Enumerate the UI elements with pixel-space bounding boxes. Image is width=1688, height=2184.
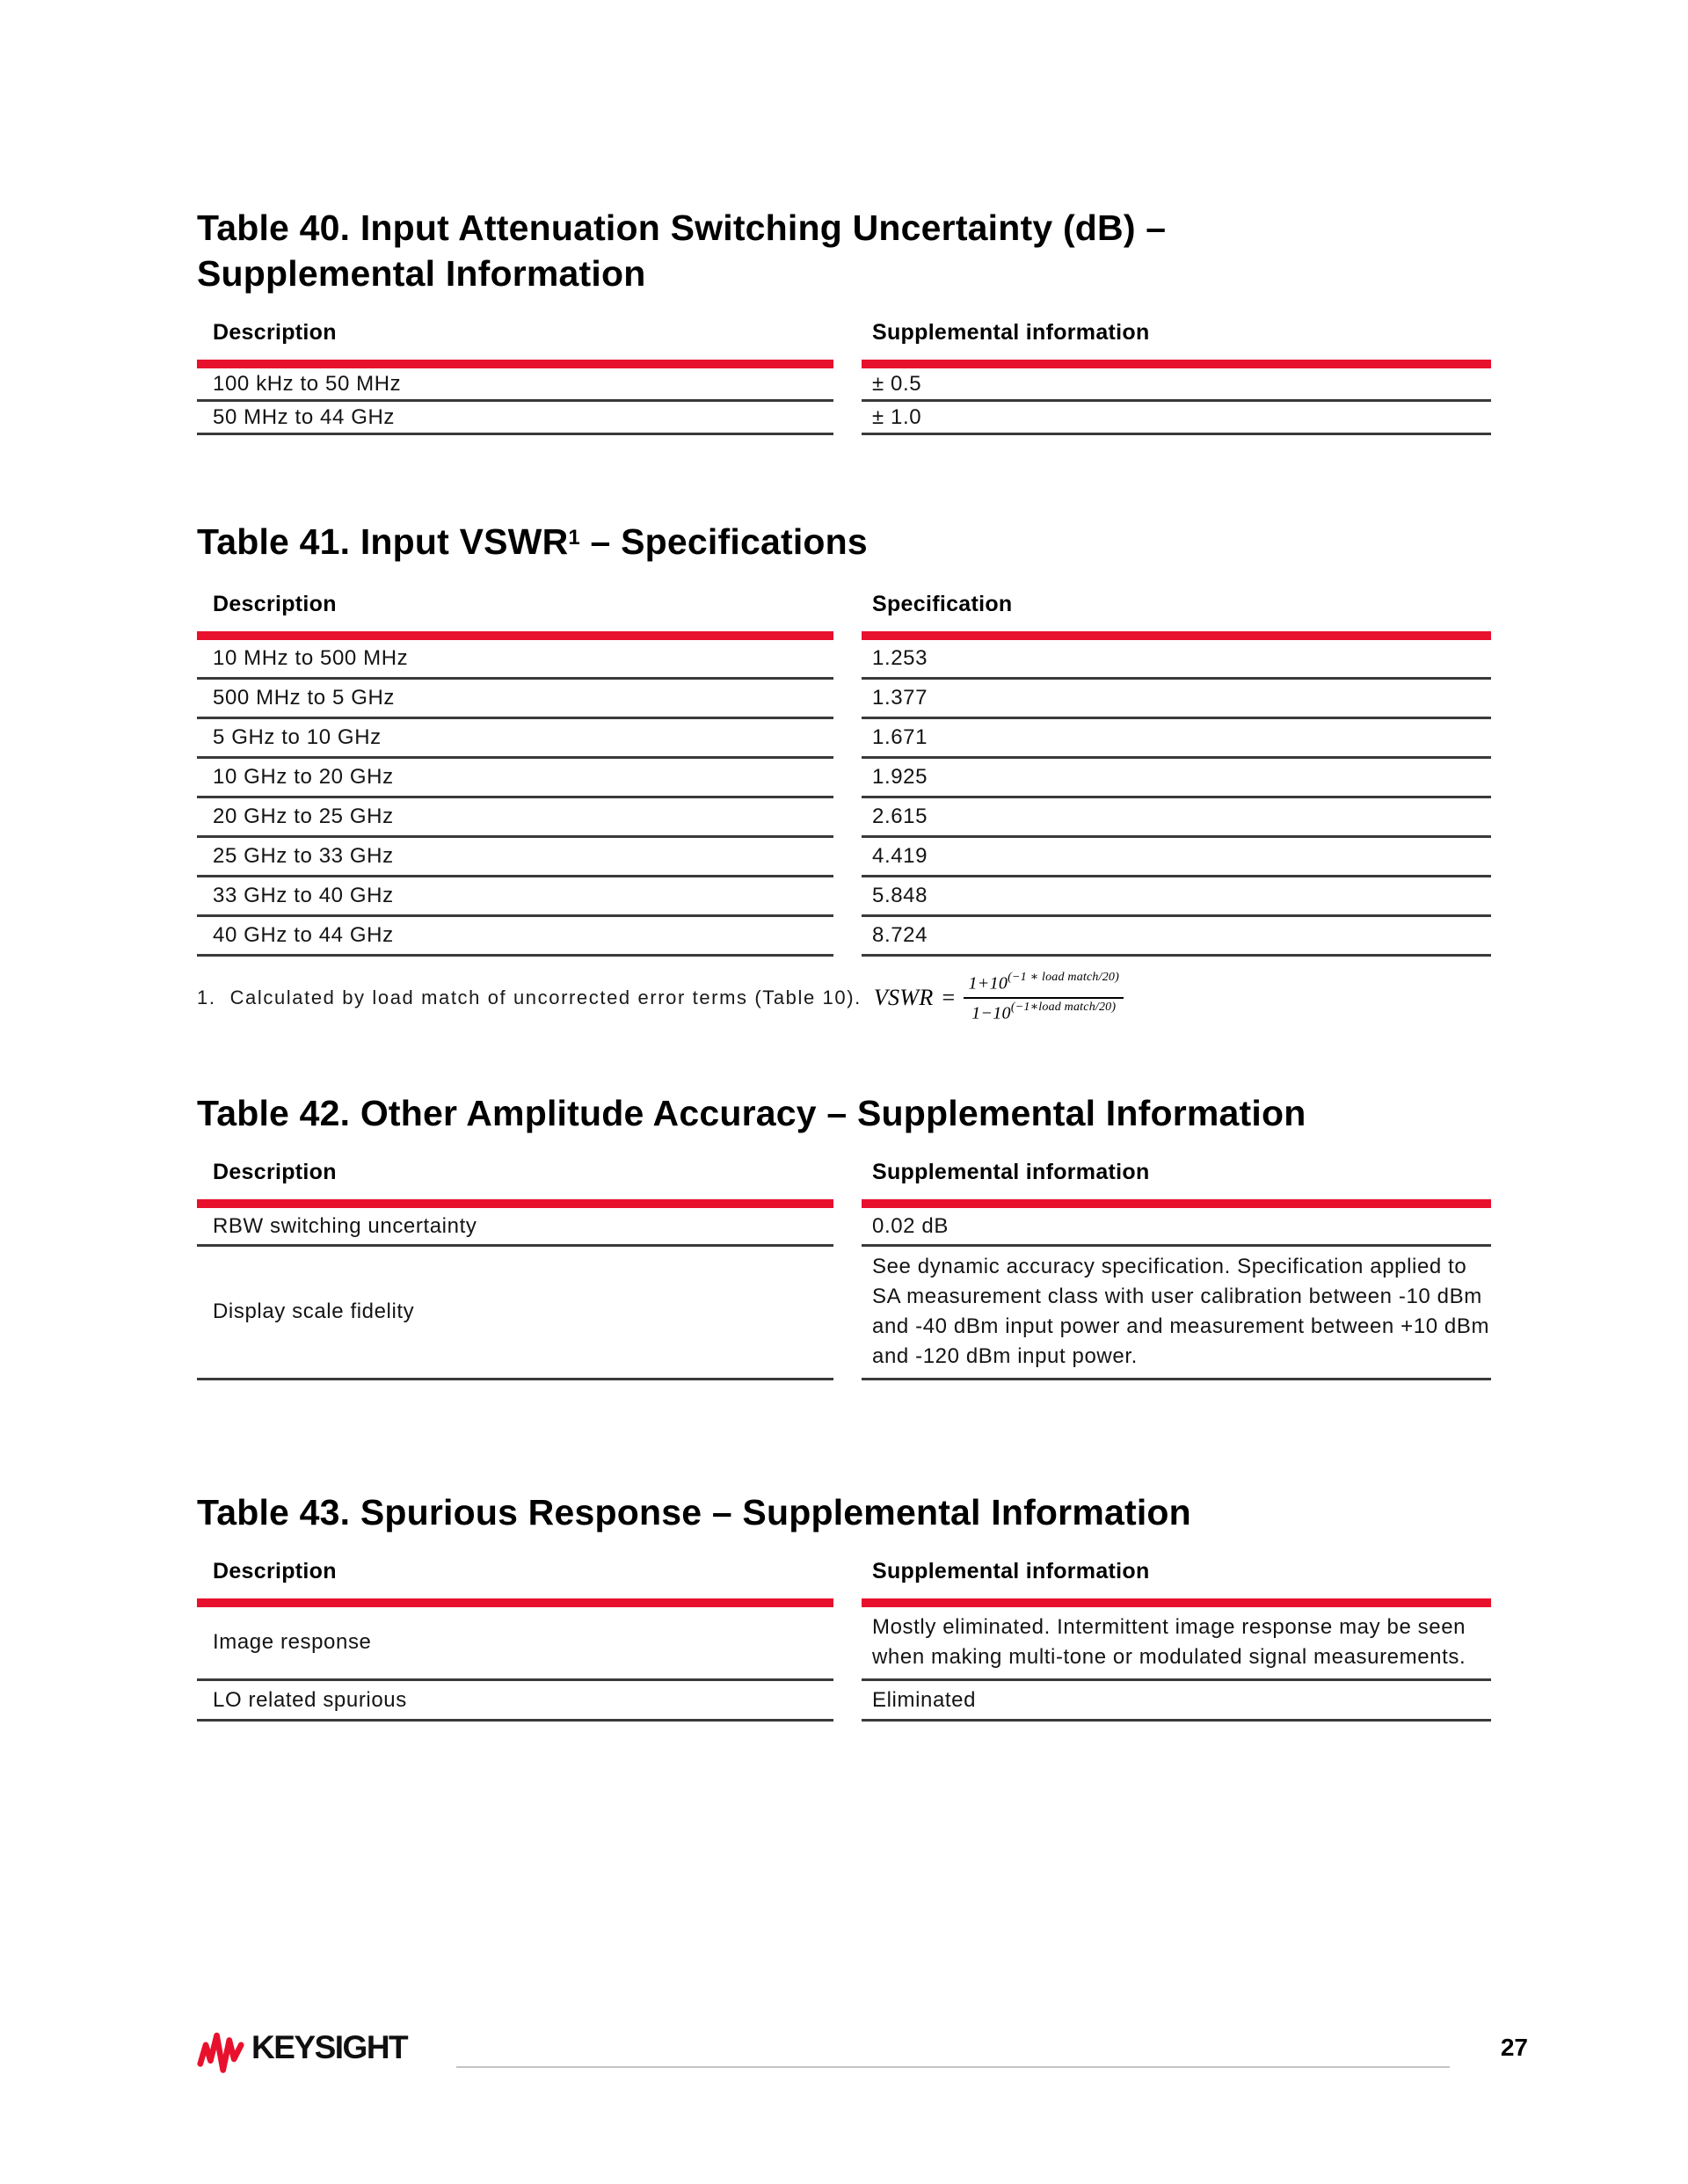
cell-value: See dynamic accuracy specification. Specification applied to SA measurement class with user calibration between -10 dBm and -40 dBm input power and measurement between +10 dBm and -120 dBm input power. (862, 1247, 1491, 1380)
footer-divider (456, 2066, 1450, 2068)
table-40-header-row (197, 319, 1491, 360)
denominator-base: 1−10 (971, 1003, 1011, 1023)
cell-description: 10 MHz to 500 MHz (197, 640, 833, 680)
fraction-denominator (971, 999, 1116, 1024)
table-43-section (197, 1489, 1491, 1722)
cell-description: 20 GHz to 25 GHz (197, 798, 833, 838)
cell-description: Display scale fidelity (197, 1247, 833, 1380)
cell-description: LO related spurious (197, 1681, 833, 1722)
table-42-accent-bar (197, 1199, 1491, 1208)
formula-fraction (964, 972, 1123, 1023)
table-41-header-row (197, 591, 1491, 631)
table-row (197, 1247, 1491, 1380)
accent-bar-segment (862, 1199, 1491, 1208)
table-41-accent-bar (197, 631, 1491, 640)
column-header-description: Description (213, 1160, 337, 1184)
cell-value: 1.377 (862, 680, 1491, 719)
table-43-title: Table 43. Spurious Response – Supplemental Information (197, 1492, 1191, 1532)
table-41-title-prefix: Table 41. Input VSWR (197, 521, 569, 562)
vswr-formula (874, 972, 1124, 1023)
denominator-exponent: (−1∗load match/20) (1010, 1001, 1117, 1014)
numerator-exponent: (−1 ∗ load match/20) (1008, 971, 1119, 985)
keysight-wordmark: KEYSIGHT (251, 2029, 408, 2065)
accent-bar-segment (197, 1199, 833, 1208)
cell-description: 10 GHz to 20 GHz (197, 759, 833, 798)
table-41-section (197, 519, 1491, 957)
cell-description: 5 GHz to 10 GHz (197, 719, 833, 759)
table-40-title-line1: Table 40. Input Attenuation Switching Uncertainty (dB) – (197, 207, 1167, 248)
accent-bar-segment (862, 1598, 1491, 1607)
table-40-title (197, 205, 1491, 296)
cell-description: 40 GHz to 44 GHz (197, 917, 833, 957)
column-header-supplemental: Supplemental information (872, 1559, 1150, 1583)
cell-value: ± 1.0 (862, 402, 1491, 435)
table-42-title: Table 42. Other Amplitude Accuracy – Supplemental Information (197, 1093, 1306, 1133)
accent-bar-segment (197, 1598, 833, 1607)
accent-bar-segment (197, 631, 833, 640)
cell-value: 0.02 dB (862, 1208, 1491, 1247)
cell-value: 8.724 (862, 917, 1491, 957)
footnote-number: 1. (197, 986, 216, 1008)
column-header-supplemental: Supplemental information (872, 1160, 1150, 1184)
formula-equals: = (942, 985, 956, 1010)
table-41-title (197, 519, 1491, 564)
cell-value: 4.419 (862, 838, 1491, 877)
cell-description: 100 kHz to 50 MHz (197, 368, 833, 402)
table-row (197, 1607, 1491, 1681)
table-row (197, 1681, 1491, 1722)
cell-description: 25 GHz to 33 GHz (197, 838, 833, 877)
cell-value: ± 0.5 (862, 368, 1491, 402)
cell-value: 1.925 (862, 759, 1491, 798)
table-row (197, 1208, 1491, 1247)
cell-description: RBW switching uncertainty (197, 1208, 833, 1247)
keysight-logo (197, 2027, 407, 2073)
footnote-text: Calculated by load match of uncorrected error terms (Table 10). (229, 986, 862, 1008)
table-40 (197, 319, 1491, 435)
table-row (197, 759, 1491, 798)
fraction-numerator (964, 972, 1123, 999)
footnote-1 (197, 961, 1491, 1035)
cell-value: 5.848 (862, 877, 1491, 917)
table-41-title-suffix: – Specifications (579, 521, 868, 562)
cell-description: 500 MHz to 5 GHz (197, 680, 833, 719)
cell-value: Mostly eliminated. Intermittent image response may be seen when making multi-tone or modulated signal measurements. (862, 1607, 1491, 1681)
column-header-specification: Specification (872, 592, 1013, 616)
table-42-section (197, 1090, 1491, 1380)
page-number: 27 (1500, 2034, 1528, 2061)
cell-value: 1.671 (862, 719, 1491, 759)
table-row (197, 640, 1491, 680)
accent-bar-segment (197, 360, 833, 368)
column-header-description: Description (213, 320, 337, 345)
accent-bar-segment (862, 631, 1491, 640)
table-row (197, 402, 1491, 435)
column-header-supplemental: Supplemental information (872, 320, 1150, 345)
table-41-title-footnote-ref: 1 (568, 526, 580, 550)
table-row (197, 838, 1491, 877)
table-42-header-row (197, 1159, 1491, 1199)
table-row (197, 917, 1491, 957)
column-header-description: Description (213, 592, 337, 616)
table-41 (197, 591, 1491, 957)
page-footer (197, 2027, 1528, 2084)
accent-bar-segment (862, 360, 1491, 368)
table-40-accent-bar (197, 360, 1491, 368)
table-40-title-line2: Supplemental Information (197, 253, 646, 294)
cell-value: 2.615 (862, 798, 1491, 838)
cell-description: 50 MHz to 44 GHz (197, 402, 833, 435)
table-42 (197, 1159, 1491, 1380)
keysight-spark-icon (197, 2029, 244, 2073)
table-row (197, 877, 1491, 917)
table-row (197, 368, 1491, 402)
cell-description: 33 GHz to 40 GHz (197, 877, 833, 917)
numerator-base: 1+10 (968, 974, 1008, 994)
table-43-header-row (197, 1558, 1491, 1598)
cell-description: Image response (197, 1607, 833, 1681)
table-row (197, 680, 1491, 719)
column-header-description: Description (213, 1559, 337, 1583)
table-row (197, 719, 1491, 759)
table-43-accent-bar (197, 1598, 1491, 1607)
table-40-section (197, 205, 1491, 435)
cell-value: 1.253 (862, 640, 1491, 680)
cell-value: Eliminated (862, 1681, 1491, 1722)
table-43 (197, 1558, 1491, 1722)
formula-variable: VSWR (873, 985, 934, 1010)
table-row (197, 798, 1491, 838)
